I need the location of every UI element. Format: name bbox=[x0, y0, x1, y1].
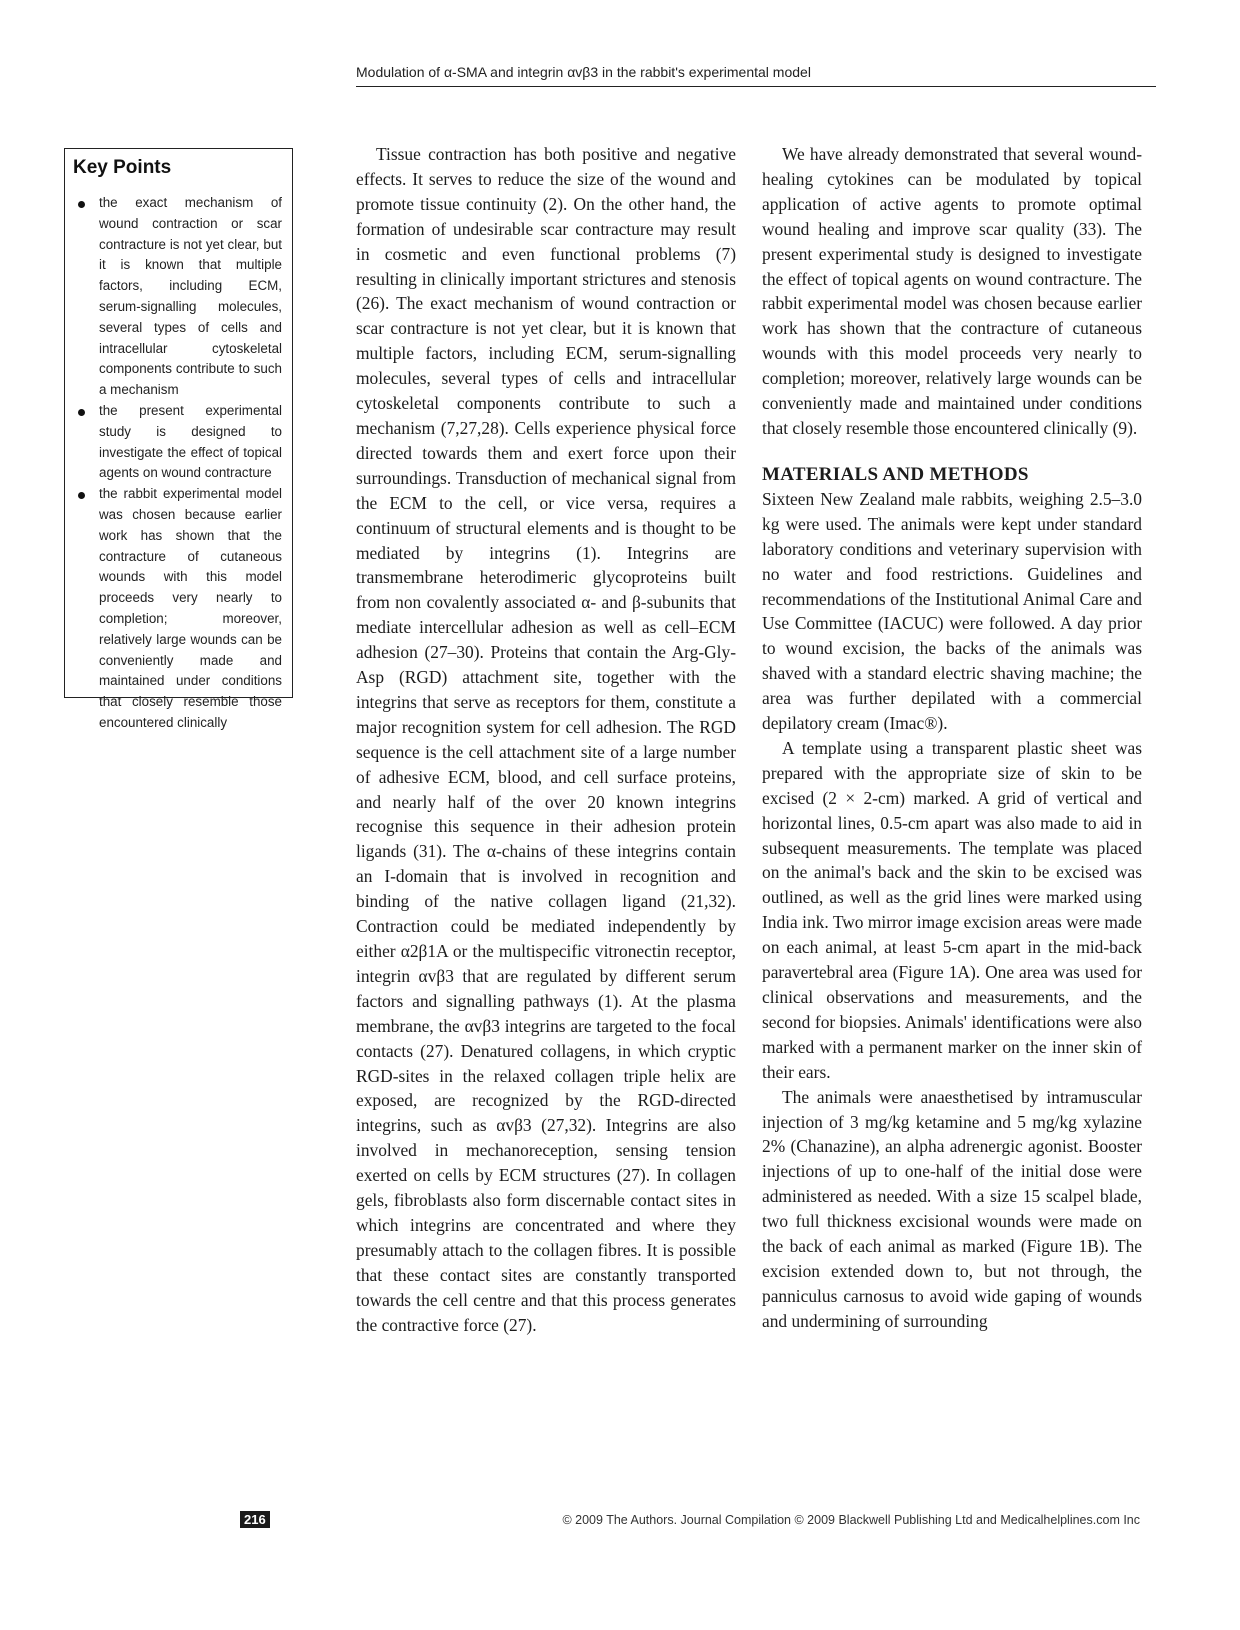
header-rule bbox=[356, 86, 1156, 87]
key-point-item: the rabbit experimental model was chosen because earlier work has shown that the contracture of cutaneous wounds with this model proceeds very nearly to completion; moreover, relatively large wounds can be conveniently made and maintained under conditions that closely resemble those encountered clinically bbox=[73, 484, 282, 734]
body-paragraph: We have already demonstrated that several wound-healing cytokines can be modulated by topical application of active agents to promote optimal wound healing and improve scar quality (33). The present experimental study is designed to investigate the effect of topical agents on wound contracture. The rabbit experimental model was chosen because earlier work has shown that the contracture of cutaneous wounds with this model proceeds very nearly to completion; moreover, relatively large wounds can be conveniently made and maintained under conditions that closely resemble those encountered clinically (9). bbox=[762, 144, 1142, 438]
key-points-list bbox=[73, 193, 282, 734]
page-number: 216 bbox=[240, 1511, 270, 1528]
key-points-box bbox=[64, 148, 293, 730]
body-paragraph: Sixteen New Zealand male rabbits, weighing 2.5–3.0 kg were used. The animals were kept under standard laboratory conditions and veterinary supervision with no water and food restrictions. Guidelines and recommendations of the Institutional Animal Care and Use Committee (IACUC) were followed. A day prior to wound excision, the backs of the animals was shaved with a standard electric shaving machine; the area was further depilated with a commercial depilatory cream (Imac®). bbox=[762, 488, 1142, 734]
body-column-right bbox=[762, 142, 1142, 1334]
key-points-title: Key Points bbox=[73, 157, 172, 178]
body-paragraph: The animals were anaesthetised by intramuscular injection of 3 mg/kg ketamine and 5 mg/kg xylazine 2% (Chanazine), an alpha adrenergic agonist. Booster injections of up to one-half of the initial dose were administered as needed. With a size 15 scalpel blade, two full thickness excisional wounds were made on the back of each animal as marked (Figure 1B). The excision extended down to, but not through, the panniculus carnosus to avoid wide gaping of wounds and undermining of surrounding bbox=[762, 1086, 1142, 1331]
body-paragraph: Tissue contraction has both positive and negative effects. It serves to reduce the size of the wound and promote tissue continuity (2). On the other hand, the formation of undesirable scar contracture may result in cosmetic and even functional problems (7) resulting in clinically important strictures and stenosis (26). The exact mechanism of wound contraction or scar contracture is not yet clear, but it is known that multiple factors, including ECM, serum-signalling molecules, several types of cells and intracellular cytoskeletal components contribute to such a mechanism (7,27,28). Cells experience physical force directed towards them and exert force upon their surroundings. Transduction of mechanical signal from the ECM to the cell, or vice versa, requires a continuum of structural elements and is thought to be mediated by integrins (1). Integrins are transmembrane heterodimeric glycoproteins built from non covalently associated α- and β-subunits that mediate intercellular adhesion as well as cell–ECM adhesion (27–30). Proteins that contain the Arg-Gly-Asp (RGD) attachment site, together with the integrins that serve as receptors for them, constitute a major recognition system for cell adhesion. The RGD sequence is the cell attachment site of a large number of adhesive ECM, blood, and cell surface proteins, and nearly half of the over 20 known integrins recognise this sequence in their adhesion protein ligands (31). The α-chains of these integrins contain an I-domain that is involved in recognition and binding of the native collagen ligand (21,32). Contraction could be mediated independently by either α2β1A or the multispecific vitronectin receptor, integrin αvβ3 that are regulated by different serum factors and signalling pathways (1). At the plasma membrane, the αvβ3 integrins are targeted to the focal contacts (27). Denatured collagens, in which cryptic RGD-sites in the relaxed collagen triple helix are exposed, are recognized by the RGD-directed integrins, such as αvβ3 (27,32). Integrins are also involved in mechanoreception, sensing tension exerted on cells by ECM structures (27). In collagen gels, fibroblasts also form discernable contact sites in which integrins are concentrated and where they presumably attach to the collagen fibres. It is possible that these contact sites are constantly transported towards the cell centre and that this process generates the contractive force (27). bbox=[356, 144, 736, 1335]
body-paragraph: A template using a transparent plastic sheet was prepared with the appropriate size of skin to be excised (2 × 2-cm) marked. A grid of vertical and horizontal lines, 0.5-cm apart was also made to aid in subsequent measurements. The template was placed on the animal's back and the skin to be excised was outlined, as well as the grid lines were marked using India ink. Two mirror image excision areas were made on each animal, at least 5-cm apart in the mid-back paravertebral area (Figure 1A). One area was used for clinical observations and measurements, and the second for biopsies. Animals' identifications were also marked with a permanent marker on the inner skin of their ears. bbox=[762, 737, 1142, 1082]
key-point-item: the exact mechanism of wound contraction or scar contracture is not yet clear, but it is known that multiple factors, including ECM, serum-signalling molecules, several types of cells and intracellular cytoskeletal components contribute to such a mechanism bbox=[73, 193, 282, 401]
key-point-item: the present experimental study is designed to investigate the effect of topical agents on wound contracture bbox=[73, 401, 282, 484]
copyright-notice: © 2009 The Authors. Journal Compilation © 2009 Blackwell Publishing Ltd and Medicalhelplines.com Inc bbox=[562, 1513, 1140, 1527]
section-heading: MATERIALS AND METHODS bbox=[762, 463, 1029, 485]
running-title: Modulation of α-SMA and integrin αvβ3 in the rabbit's experimental model bbox=[356, 64, 811, 80]
body-column-middle bbox=[356, 142, 736, 1338]
